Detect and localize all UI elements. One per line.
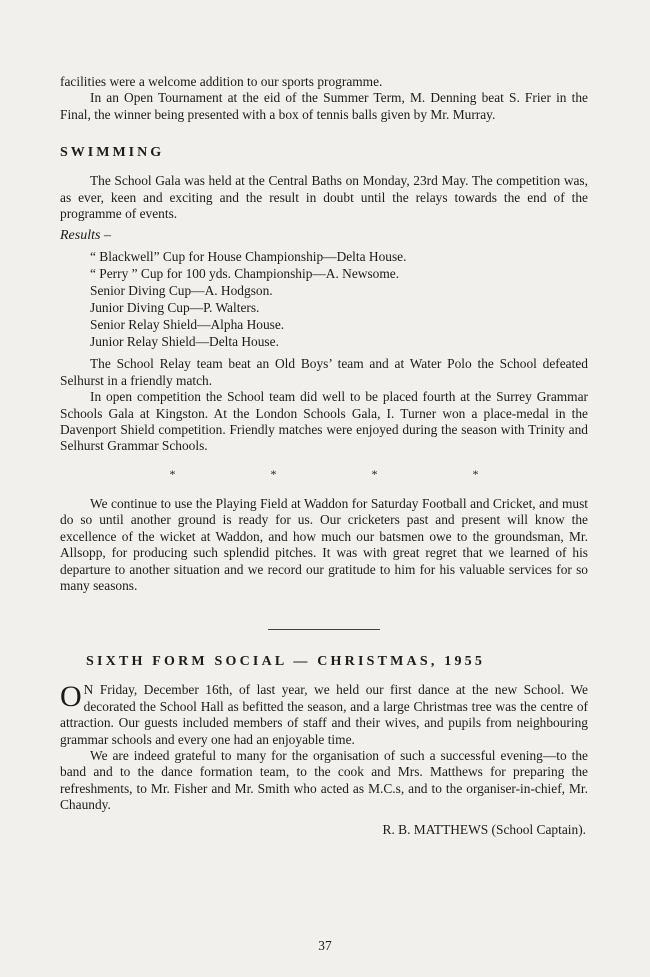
result-item: Senior Diving Cup—A. Hodgson. xyxy=(90,283,273,299)
result-item: Junior Relay Shield—Delta House. xyxy=(90,334,279,350)
signature: R. B. MATTHEWS (School Captain). xyxy=(382,821,586,837)
drop-cap: O xyxy=(60,680,82,714)
results-label: Results – xyxy=(60,228,111,244)
result-item: “ Perry ” Cup for 100 yds. Championship—A. Newsome. xyxy=(90,266,400,282)
swimming-paragraph-3: In open competition the School team did well to be placed fourth at the Surrey Grammar Schools Gala at Kingston. At the London Schools Gala, I. Turner won a place-medal in the Davenport Shield competition. Friendly matches were enjoyed during the season with Trinity and Selhurst Grammar Schools. xyxy=(60,389,588,454)
swimming-paragraph-2: The School Relay team beat an Old Boys’ team and at Water Polo the School defeated Selhurst in a friendly match. xyxy=(60,356,588,388)
result-item: Senior Relay Shield—Alpha House. xyxy=(90,317,285,333)
results-list xyxy=(90,248,588,350)
result-item: “ Blackwell” Cup for House Championship—Delta House. xyxy=(90,249,407,265)
swimming-paragraph-1: The School Gala was held at the Central Baths on Monday, 23rd May. The competition was, as ever, keen and exciting and the result in doubt until the relays towards the end of the programme of events. xyxy=(60,173,588,222)
intro-paragraph-1: facilities were a welcome addition to our sports programme. xyxy=(60,74,383,89)
swimming-heading: SWIMMING xyxy=(60,145,165,161)
social-paragraph-2: We are indeed grateful to many for the organisation of such a successful evening—to the band and to the dance formation team, to the cook and Mrs. Matthews for preparing the refreshments, to Mr. Fisher and Mr. Smith who acted as M.C.s, and to the organiser-in-chief, Mr. Chaundy. xyxy=(60,747,588,813)
social-heading: SIXTH FORM SOCIAL — CHRISTMAS, 1955 xyxy=(86,654,486,670)
intro-paragraph-2: In an Open Tournament at the eid of the Summer Term, M. Denning beat S. Frier in the Final, the winner being presented with a box of tennis balls given by Mr. Murray. xyxy=(60,90,588,122)
page-number: 37 xyxy=(318,938,332,953)
playing-field-paragraph: We continue to use the Playing Field at Waddon for Saturday Football and Cricket, and must do so until another ground is ready for us. Our cricketers past and present will know the excellence of the wicket at Waddon, and how much our batsmen owe to the groundsman, Mr. Allsopp, for producing such splendid pitches. It was with great regret that we learned of his departure to another situation and we record our gratitude to him for his valuable services for so many seasons. xyxy=(60,495,588,593)
section-separator-stars: * * * * xyxy=(169,466,525,481)
horizontal-rule xyxy=(268,629,380,630)
social-paragraph-1: O N Friday, December 16th, of last year, we held our first dance at the new School. We decorated the School Hall as befitted the season, and a large Christmas tree was the centre of attraction. Our guests included members of staff and their wives, and pupils from neighbouring grammar schools and every one had an enjoyable time. xyxy=(60,680,588,747)
result-item: Junior Diving Cup—P. Walters. xyxy=(90,300,260,316)
